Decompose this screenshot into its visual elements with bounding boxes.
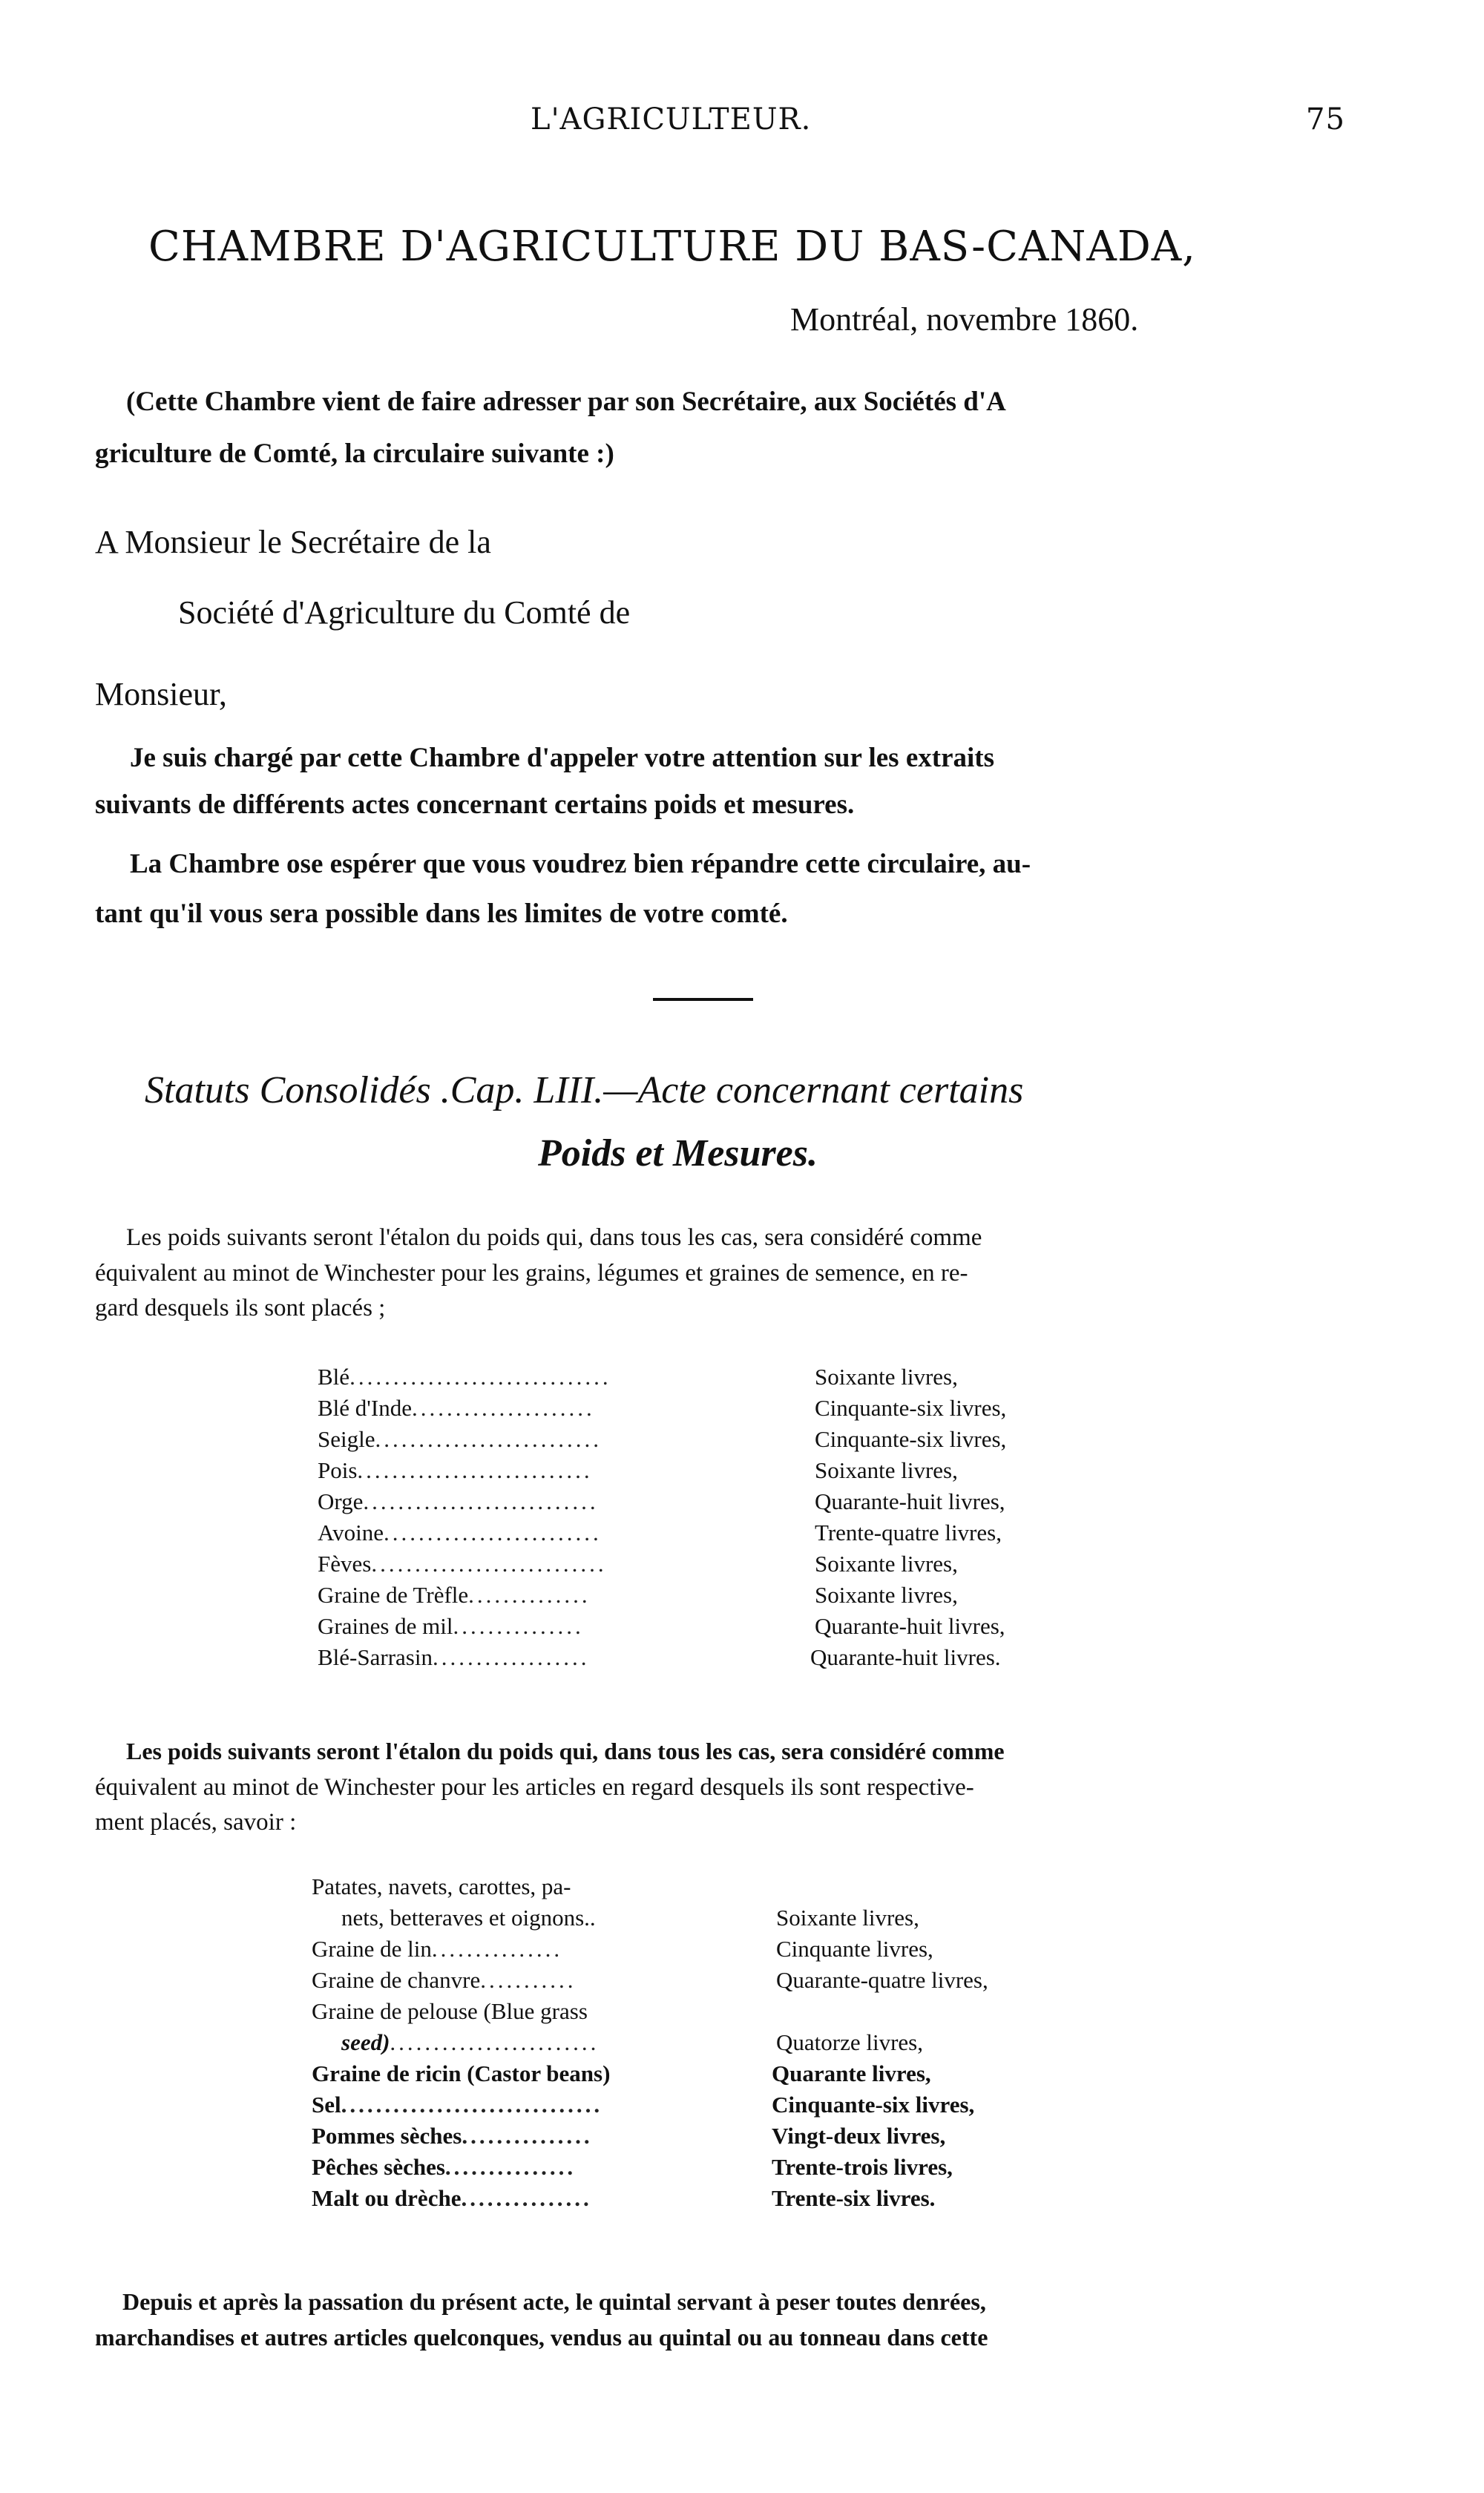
section-intro2-line-2: équivalent au minot de Winchester pour les articles en regard desquels ils sont respective- <box>95 1774 974 1801</box>
table-cell-weight: Cinquante-six livres, <box>815 1395 1007 1421</box>
table-cell-weight: Cinquante-six livres, <box>772 2092 975 2118</box>
table-row: Graine de lin ............... <box>312 1936 563 1962</box>
address-line-1: A Monsieur le Secrétaire de la <box>95 524 491 560</box>
table-cell-weight: Trente-quatre livres, <box>815 1520 1002 1546</box>
table-cell-weight: Soixante livres, <box>815 1457 958 1483</box>
running-title: L'AGRICULTEUR. <box>531 102 812 137</box>
table-row: Pommes sèches ............... <box>312 2123 593 2149</box>
table-cell-weight: Quatorze livres, <box>776 2029 923 2055</box>
table-row: Graine de chanvre ........... <box>312 1967 577 1993</box>
table-row: Fèves ........................... <box>318 1551 607 1577</box>
table-cell-weight: Quarante livres, <box>772 2060 931 2086</box>
intro-line-2: griculture de Comté, la circulaire suivante :) <box>95 439 614 469</box>
table-cell-weight: Quarante-huit livres. <box>810 1644 1001 1670</box>
letter-p1-line-1: Je suis chargé par cette Chambre d'appeler votre attention sur les extraits <box>130 743 994 773</box>
section-intro-line-3: gard desquels ils sont placés ; <box>95 1295 386 1321</box>
table-cell-weight: Quarante-huit livres, <box>815 1488 1005 1514</box>
table-row: Pois ........................... <box>318 1457 593 1483</box>
table-row: Seigle .......................... <box>318 1426 602 1452</box>
table-cell-item: Graine de pelouse (Blue grass <box>312 1998 588 2024</box>
page-number: 75 <box>1306 102 1345 137</box>
divider-rule <box>653 998 753 1001</box>
table-row: Blé d'Inde ..................... <box>318 1395 595 1421</box>
section-intro-line-1: Les poids suivants seront l'étalon du poids qui, dans tous les cas, sera considéré comme <box>126 1224 982 1251</box>
table-row: Graine de ricin (Castor beans) <box>312 2060 611 2086</box>
table-cell-weight: Trente-six livres. <box>772 2185 936 2211</box>
table-row: Avoine ......................... <box>318 1520 602 1546</box>
table-row: Malt ou drèche ............... <box>312 2185 592 2211</box>
section-title-line-2: Poids et Mesures. <box>538 1132 818 1175</box>
table-row: Blé .............................. <box>318 1364 611 1390</box>
table-cell-weight: Soixante livres, <box>815 1551 958 1577</box>
section-title-line-1: Statuts Consolidés .Cap. LIII.—Acte concernant certains <box>145 1069 1024 1111</box>
table-cell-item: Patates, navets, carottes, pa- <box>312 1873 571 1899</box>
intro-line-1: (Cette Chambre vient de faire adresser par son Secrétaire, aux Sociétés d'A <box>126 387 1006 417</box>
table-cell-weight: Quarante-quatre livres, <box>776 1967 988 1993</box>
salutation: Monsieur, <box>95 676 227 712</box>
table-cell-weight: Cinquante-six livres, <box>815 1426 1007 1452</box>
dateline: Montréal, novembre 1860. <box>790 301 1139 338</box>
table-cell-weight: Soixante livres, <box>815 1364 958 1390</box>
letter-p2-line-1: La Chambre ose espérer que vous voudrez bien répandre cette circulaire, au- <box>130 849 1031 879</box>
table-cell-weight: Cinquante livres, <box>776 1936 933 1962</box>
table-row: nets, betteraves et oignons.. <box>341 1905 596 1931</box>
closing-line-1: Depuis et après la passation du présent acte, le quintal servant à peser toutes denrées, <box>122 2288 986 2315</box>
table-row: seed) ........................ <box>341 2029 600 2055</box>
table-row: Blé-Sarrasin .................. <box>318 1644 590 1670</box>
letter-p2-line-2: tant qu'il vous sera possible dans les limites de votre comté. <box>95 899 788 929</box>
table-cell-weight: Quarante-huit livres, <box>815 1613 1005 1639</box>
address-line-2: Société d'Agriculture du Comté de <box>178 594 631 631</box>
table-row: Orge ........................... <box>318 1488 599 1514</box>
table-cell-weight: Trente-trois livres, <box>772 2154 953 2180</box>
section-intro2-line-3: ment placés, savoir : <box>95 1809 297 1836</box>
page-title: CHAMBRE D'AGRICULTURE DU BAS-CANADA, <box>148 223 1196 271</box>
table-row: Pêches sèches ............... <box>312 2154 577 2180</box>
section-intro2-line-1: Les poids suivants seront l'étalon du poids qui, dans tous les cas, sera considéré comme <box>126 1738 1005 1764</box>
table-row: Graines de mil ............... <box>318 1613 584 1639</box>
section-intro-line-2: équivalent au minot de Winchester pour les grains, légumes et graines de semence, en re- <box>95 1260 968 1287</box>
table-row: Sel .............................. <box>312 2092 603 2118</box>
letter-p1-line-2: suivants de différents actes concernant certains poids et mesures. <box>95 789 855 820</box>
table-cell-weight: Vingt-deux livres, <box>772 2123 946 2149</box>
closing-line-2: marchandises et autres articles quelconques, vendus au quintal ou au tonneau dans cette <box>95 2324 988 2351</box>
table-cell-weight: Soixante livres, <box>776 1905 919 1931</box>
table-cell-weight: Soixante livres, <box>815 1582 958 1608</box>
table-row: Graine de Trèfle .............. <box>318 1582 591 1608</box>
